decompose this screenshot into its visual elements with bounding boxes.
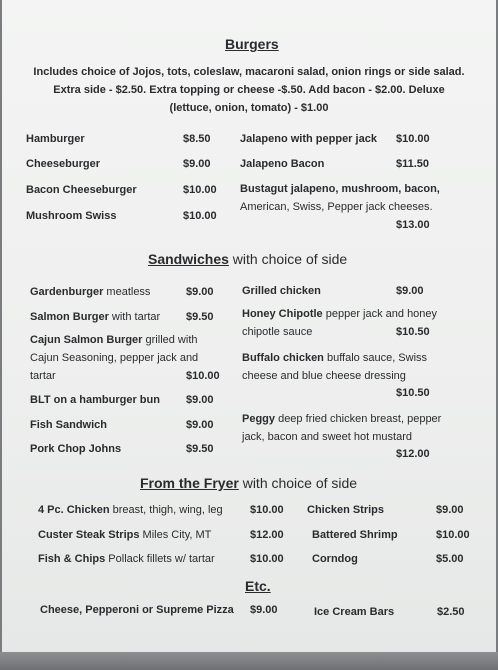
item-price: $9.00 — [250, 604, 278, 616]
item-price: $2.50 — [437, 606, 465, 618]
item-description: cheese and blue cheese dressing — [242, 370, 406, 382]
item-price: $10.00 — [250, 504, 284, 516]
item-price: $9.00 — [436, 504, 464, 516]
item-description: buffalo sauce, Swiss — [323, 352, 428, 364]
item-description: tartar — [30, 370, 56, 382]
fryer-heading: From the Fryer — [140, 475, 239, 491]
item-name: Gardenburger — [30, 286, 104, 298]
item-name: Corndog — [312, 553, 358, 565]
item-name: Jalapeno Bacon — [240, 158, 325, 170]
item-price: $10.00 — [396, 133, 430, 145]
burgers-intro-line-3: (lettuce, onion, tomato) - $1.00 — [169, 102, 329, 114]
sandwiches-heading-row — [148, 251, 347, 269]
item-name: Bustagut jalapeno, mushroom, bacon, — [240, 183, 440, 195]
fryer-subtitle: with choice of side — [238, 475, 358, 491]
item-name: Mushroom Swiss — [26, 210, 117, 222]
item-name: Peggy — [242, 413, 276, 425]
item-price: $8.50 — [183, 133, 211, 145]
table-edge — [0, 652, 498, 670]
item-price: $9.00 — [396, 285, 424, 297]
item-description: breast, thigh, wing, leg — [109, 504, 223, 516]
item-name: Buffalo chicken — [242, 352, 324, 364]
burgers-intro-line-1: Includes choice of Jojos, tots, coleslaw, macaroni salad, onion rings or side salad. — [33, 66, 465, 78]
item-price: $9.00 — [183, 158, 211, 170]
item-name: Chicken Strips — [307, 504, 385, 516]
burgers-intro-line-2: Extra side - $2.50. Extra topping or cheese -$.50. Add bacon - $2.00. Deluxe — [53, 84, 445, 96]
item-name: Battered Shrimp — [312, 529, 398, 541]
item-name: 4 Pc. Chicken — [38, 504, 110, 516]
menu-line — [30, 311, 160, 324]
item-price: $9.50 — [186, 311, 214, 323]
sandwiches-subtitle: with choice of side — [228, 251, 348, 267]
item-name: BLT on a hamburger bun — [30, 394, 160, 406]
item-name: Bacon Cheeseburger — [26, 184, 137, 196]
item-price: $10.00 — [436, 529, 470, 541]
menu-line — [38, 529, 211, 542]
item-price: $10.50 — [396, 326, 430, 338]
item-price: $13.00 — [396, 219, 430, 231]
menu-line — [242, 308, 437, 321]
item-description: chipotle sauce — [242, 326, 313, 338]
item-price: $5.00 — [436, 553, 464, 565]
item-name: Jalapeno with pepper jack — [240, 133, 377, 145]
item-description: pepper jack and honey — [322, 308, 438, 320]
item-price: $10.50 — [396, 387, 430, 399]
menu-line — [30, 334, 198, 347]
item-description: jack, bacon and sweet hot mustard — [242, 431, 412, 443]
item-name: Grilled chicken — [242, 285, 321, 297]
item-name: Ice Cream Bars — [314, 606, 395, 618]
item-name: Cheese, Pepperoni or Supreme Pizza — [40, 604, 234, 616]
item-name: Fish & Chips — [38, 553, 106, 565]
item-price: $10.00 — [183, 184, 217, 196]
menu-line — [38, 504, 223, 517]
item-description: American, Swiss, Pepper jack cheeses. — [240, 201, 433, 213]
item-description: deep fried chicken breast, pepper — [275, 413, 442, 425]
item-description: with tartar — [108, 311, 161, 323]
item-price: $10.00 — [183, 210, 217, 222]
item-description: grilled with — [142, 334, 198, 346]
item-price: $12.00 — [250, 529, 284, 541]
item-price: $10.00 — [186, 370, 220, 382]
item-price: $9.50 — [186, 443, 214, 455]
item-name: Salmon Burger — [30, 311, 109, 323]
menu-line — [30, 286, 150, 299]
menu-line — [242, 413, 441, 426]
burgers-heading: Burgers — [225, 36, 279, 52]
item-name: Fish Sandwich — [30, 419, 108, 431]
item-name: Cheeseburger — [26, 158, 100, 170]
item-description: Cajun Seasoning, pepper jack and — [30, 352, 199, 364]
menu-line — [38, 553, 215, 566]
item-price: $9.00 — [186, 419, 214, 431]
item-description: Miles City, MT — [139, 529, 212, 541]
item-name: Cajun Salmon Burger — [30, 334, 143, 346]
item-name: Hamburger — [26, 133, 85, 145]
sandwiches-heading: Sandwiches — [148, 251, 229, 267]
menu-line — [242, 352, 427, 365]
fryer-heading-row — [140, 475, 357, 493]
etc-heading: Etc. — [245, 578, 271, 594]
item-description: meatless — [103, 286, 151, 298]
item-price: $10.00 — [250, 553, 284, 565]
item-name: Custer Steak Strips — [38, 529, 140, 541]
item-name: Pork Chop Johns — [30, 443, 122, 455]
item-price: $11.50 — [396, 158, 430, 170]
item-name: Honey Chipotle — [242, 308, 323, 320]
item-price: $12.00 — [396, 448, 430, 460]
item-description: Pollack fillets w/ tartar — [105, 553, 215, 565]
item-price: $9.00 — [186, 394, 214, 406]
item-price: $9.00 — [186, 286, 214, 298]
